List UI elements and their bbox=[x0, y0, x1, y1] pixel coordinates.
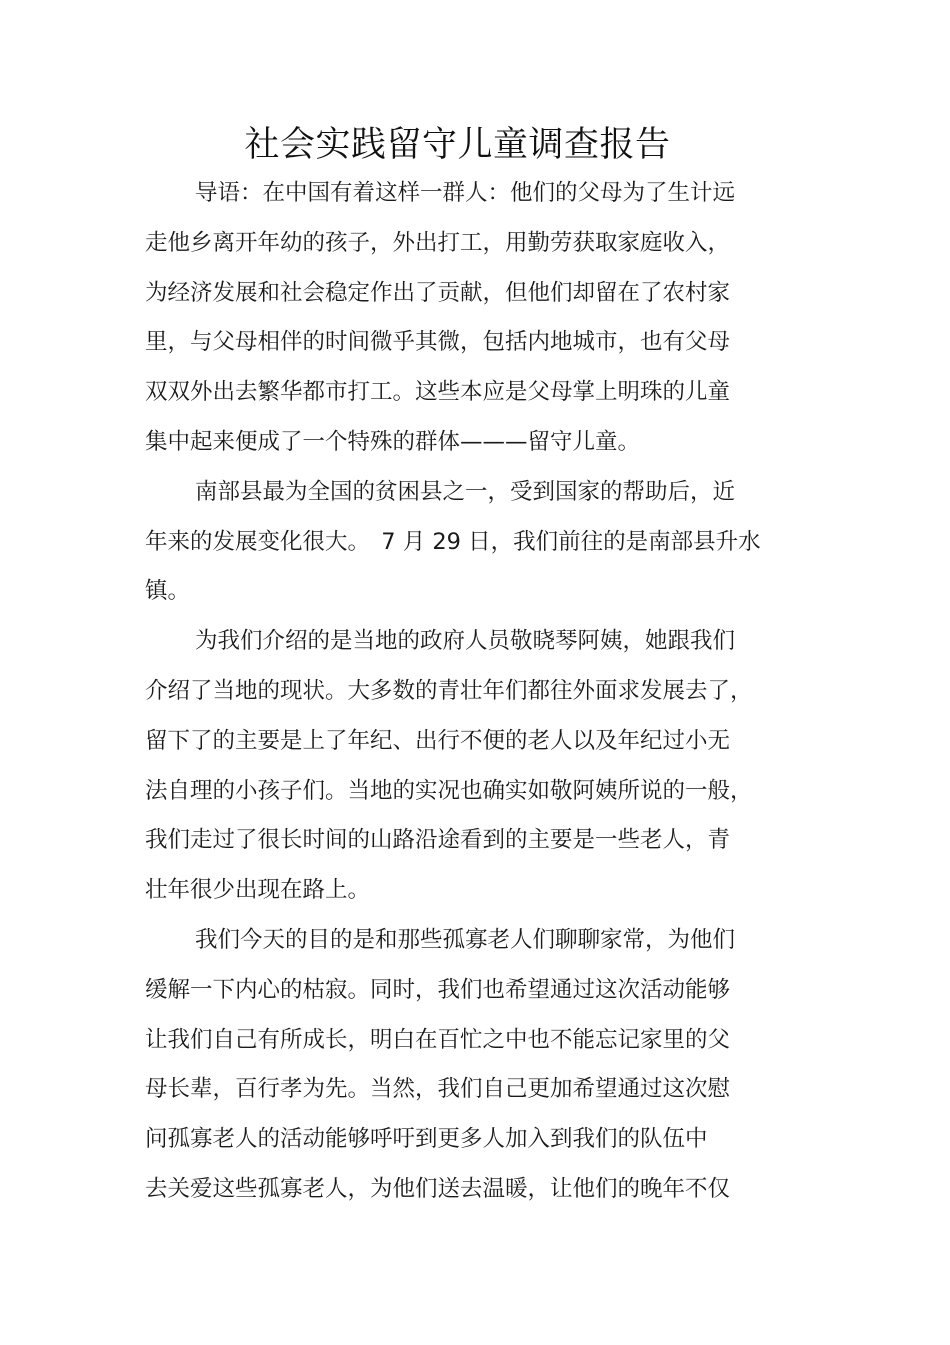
text-line: 我们走过了很长时间的山路沿途看到的主要是一些老人，青 bbox=[145, 827, 731, 854]
document-body bbox=[145, 172, 785, 1218]
text-line: 母长辈，百行孝为先。当然，我们自己更加希望通过这次慰 bbox=[145, 1076, 731, 1103]
text-line: 介绍了当地的现状。大多数的青壮年们都往外面求发展去了， bbox=[145, 677, 753, 704]
text-line: 留下了的主要是上了年纪、出行不便的老人以及年纪过小无 bbox=[145, 727, 731, 754]
paragraph-intro bbox=[145, 172, 785, 471]
text-line: 集中起来便成了一个特殊的群体———留守儿童。 bbox=[145, 428, 641, 455]
text-line: 导语：在中国有着这样一群人：他们的父母为了生计远 bbox=[195, 180, 736, 206]
paragraph-introduction-by-official bbox=[145, 620, 785, 919]
text-line: 里，与父母相伴的时间微乎其微，包括内地城市，也有父母 bbox=[145, 329, 731, 356]
paragraph-nanbu bbox=[145, 471, 785, 620]
text-line: 为经济发展和社会稳定作出了贡献，但他们却留在了农村家 bbox=[145, 279, 731, 306]
text-line: 年来的发展变化很大。 7 月 29 日，我们前往的是南部县升水 bbox=[145, 528, 761, 555]
text-line: 壮年很少出现在路上。 bbox=[145, 877, 371, 904]
text-line: 为我们介绍的是当地的政府人员敬晓琴阿姨，她跟我们 bbox=[195, 628, 736, 655]
text-line: 镇。 bbox=[145, 578, 191, 605]
text-line: 法自理的小孩子们。当地的实况也确实如敬阿姨所说的一般， bbox=[145, 777, 753, 804]
text-line: 去关爱这些孤寡老人，为他们送去温暖，让他们的晚年不仅 bbox=[145, 1175, 731, 1202]
text-line: 问孤寡老人的活动能够呼吁到更多人加入到我们的队伍中 bbox=[145, 1126, 708, 1153]
text-line: 南部县最为全国的贫困县之一，受到国家的帮助后，近 bbox=[195, 478, 736, 505]
text-line: 缓解一下内心的枯寂。同时，我们也希望通过这次活动能够 bbox=[145, 976, 731, 1003]
text-line: 让我们自己有所成长，明白在百忙之中也不能忘记家里的父 bbox=[145, 1026, 731, 1053]
text-line: 我们今天的目的是和那些孤寡老人们聊聊家常，为他们 bbox=[195, 926, 736, 953]
document-title: 社会实践留守儿童调查报告 bbox=[244, 125, 671, 165]
paragraph-purpose bbox=[145, 919, 785, 1218]
text-line: 双双外出去繁华都市打工。这些本应是父母掌上明珠的儿童 bbox=[145, 379, 731, 406]
text-line: 走他乡离开年幼的孩子，外出打工，用勤劳获取家庭收入， bbox=[145, 229, 731, 256]
